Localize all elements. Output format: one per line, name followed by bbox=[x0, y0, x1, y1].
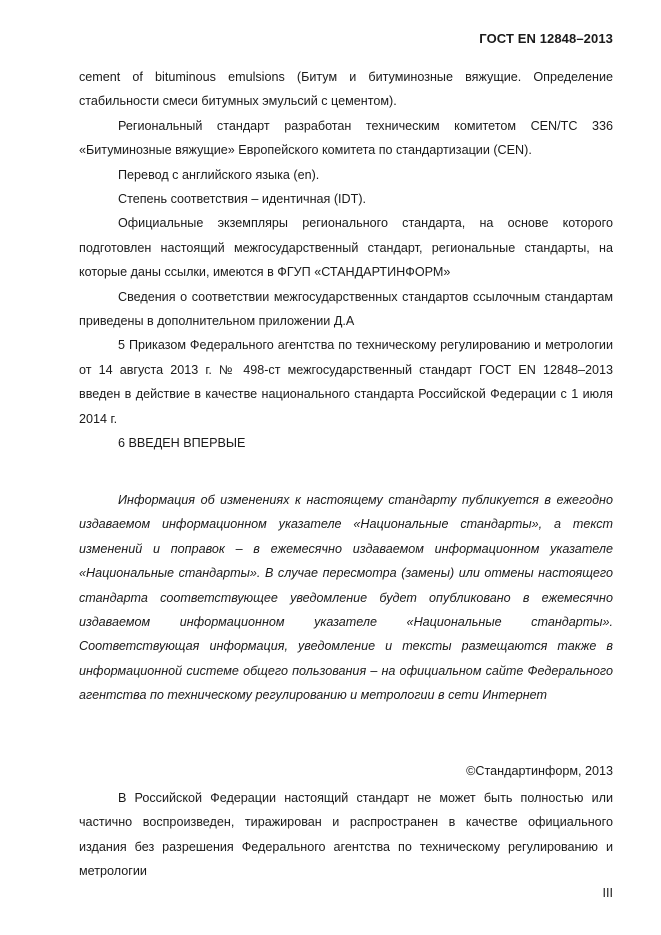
paragraph-conformity-info: Сведения о соответствии межгосударственных стандартов ссылочным стандартам приведены в дополнительном приложении Д.А bbox=[79, 289, 613, 329]
paragraph-translation: Перевод с английского языка (en). bbox=[118, 167, 320, 182]
paragraph-developed-by: Региональный стандарт разработан техническим комитетом CEN/TC 336 «Битуминозные вяжущие» Европейского комитета по стандартизации (CEN). bbox=[79, 118, 613, 158]
paragraph-item-6: 6 ВВЕДЕН ВПЕРВЫЕ bbox=[118, 436, 246, 451]
paragraph-standard-title-continued: cement of bituminous emulsions (Битум и битуминозные вяжущие. Определение стабильности смеси битумных эмульсий с цементом). bbox=[79, 70, 613, 109]
document-code-header: ГОСТ EN 12848–2013 bbox=[479, 31, 613, 46]
amendments-notice bbox=[79, 488, 613, 708]
paragraph-conformity-degree: Степень соответствия – идентичная (IDT). bbox=[118, 192, 367, 207]
publication-info-section bbox=[79, 65, 613, 456]
page-number: III bbox=[602, 886, 613, 900]
amendments-notice-text: Информация об изменениях к настоящему стандарту публикуется в ежегодно издаваемом информационном указателе «Национальные стандарты», а текст изменений и поправок – в ежемесячно издаваемом информационном указателе «Национальные стандарты». В случае пересмотра (замены) или отмены настоящего стандарта соответствующее уведомление будет опубликовано в ежемесячно издаваемом информационном указателе «Национальные стандарты». Соответствующая информация, уведомление и тексты размещаются также в информационной системе общего пользования – на официальном сайте Федерального агентства по техническому регулированию и метрологии в сети Интернет bbox=[79, 493, 613, 703]
reproduction-notice-text: В Российской Федерации настоящий стандарт не может быть полностью или частично воспроизведен, тиражирован и распространен в качестве официального издания без разрешения Федерального агентства по техническому регулированию и метрологии bbox=[79, 791, 613, 879]
paragraph-official-copies: Официальные экземпляры регионального стандарта, на основе которого подготовлен настоящий межгосударственный стандарт, региональные стандарты, на которые даны ссылки, имеются в ФГУП «СТАНДАРТИНФОРМ» bbox=[79, 216, 613, 280]
copyright-line: ©Стандартинформ, 2013 bbox=[466, 764, 613, 778]
paragraph-order-item-5: 5 Приказом Федерального агентства по техническому регулированию и метрологии от 14 августа 2013 г. № 498-ст межгосударственный стандарт ГОСТ EN 12848–2013 введен в действие в качестве национального стандарта Российской Федерации с 1 июля 2014 г. bbox=[79, 338, 613, 426]
reproduction-notice bbox=[79, 786, 613, 884]
